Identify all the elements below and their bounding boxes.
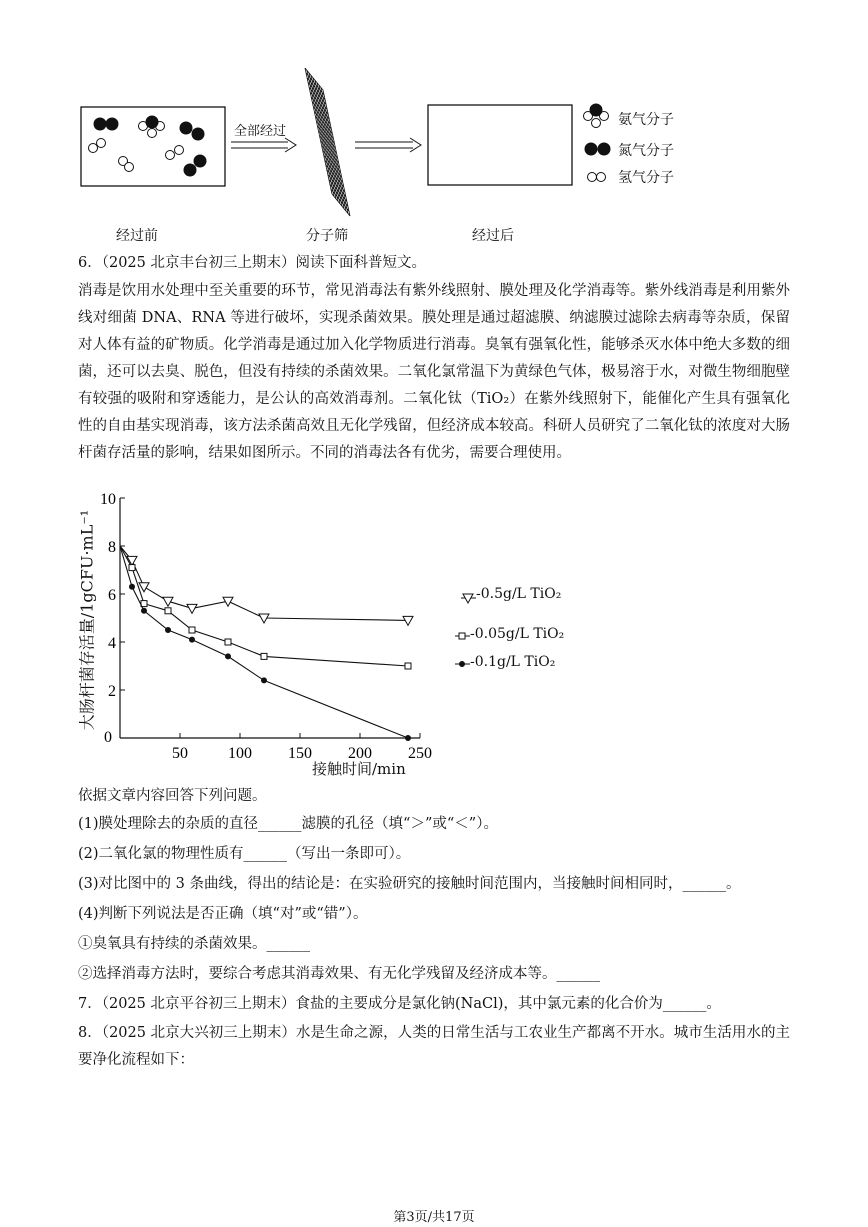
ammonia-molecule <box>139 116 165 138</box>
question-6-2: (2)二氧化氯的物理性质有______（写出一条即可）。 <box>78 846 411 862</box>
origin-label: 0 <box>104 729 112 746</box>
series-line-3 <box>120 546 408 738</box>
question-6-passage: 消毒是饮用水处理中至关重要的环节，常见消毒法有紫外线照射、膜处理及化学消毒等。紫外线消毒是利用紫外线对细菌 DNA、RNA 等进行破坏，实现杀菌效果。膜处理是通过超滤膜、纳滤膜过滤除去病毒等杂质，保留对人体有益的矿物质。化学消毒是通过加入化学物质进行消毒。臭氧有强氧化性，能够杀灭水体中绝大多数的细菌，还可以去臭、脱色，但没有持续的杀菌效果。二氧化氯常温下为黄绿色气体，极易溶于水，对微生物细胞壁有较强的吸附和穿透能力，是公认的高效消毒剂。二氧化钛（TiO₂）在紫外线照射下，能催化产生具有强氧化性的自由基实现消毒，该方法杀菌高效且无化学残留，但经济成本较高。科研人员研究了二氧化钛的浓度对大肠杆菌存活量的影响，结果如图所示。不同的消毒法各有优劣，需要合理使用。 <box>78 283 790 461</box>
legend-nitrogen-icon <box>585 143 611 156</box>
after-box <box>428 105 572 185</box>
series-line-2 <box>120 546 408 666</box>
page-footer: 第3页/共17页 <box>393 1210 475 1225</box>
legend-series-1: -0.5g/L TiO₂ <box>476 586 562 602</box>
data-point <box>165 627 171 633</box>
data-point <box>187 604 197 613</box>
x-axis-label: 接触时间/min <box>312 760 406 778</box>
x-tick-label: 100 <box>228 745 252 762</box>
data-point <box>129 584 135 590</box>
y-tick-label: 2 <box>108 683 116 700</box>
data-point <box>129 565 135 571</box>
y-axis-label: 大肠杆菌存活量/1gCFU·mL⁻¹ <box>77 509 97 731</box>
data-point <box>165 608 171 614</box>
data-point <box>141 608 147 614</box>
question-6-4: (4)判断下列说法是否正确（填“对”或“错”）。 <box>78 906 368 922</box>
caption-after: 经过后 <box>472 228 514 244</box>
question-6-4-b: ②选择消毒方法时，要综合考虑其消毒效果、有无化学残留及经济成本等。______ <box>78 966 600 982</box>
x-tick-label: 150 <box>288 745 312 762</box>
legend-ammonia-icon <box>584 104 609 128</box>
data-point <box>261 677 267 683</box>
arrow-right-icon <box>231 138 296 152</box>
data-point <box>261 653 267 659</box>
question-7: 7．（2025 北京平谷初三上期末）食盐的主要成分是氯化钠(NaCl)，其中氯元素的化合价为______。 <box>78 996 721 1012</box>
x-tick-label: 200 <box>348 745 372 762</box>
sieve-grid <box>305 68 350 216</box>
legend-hydrogen-label: 氢气分子 <box>618 170 674 186</box>
legend-ammonia-label: 氨气分子 <box>618 112 674 128</box>
legend-series-2: -0.05g/L TiO₂ <box>470 626 565 642</box>
caption-sieve: 分子筛 <box>306 228 348 244</box>
y-tick-label: 4 <box>108 635 116 652</box>
question-6-intro: 依据文章内容回答下列问题。 <box>78 788 267 804</box>
legend-marker-2 <box>459 633 465 639</box>
caption-before: 经过前 <box>116 228 158 244</box>
data-point <box>405 735 411 741</box>
legend-nitrogen-label: 氮气分子 <box>618 143 674 159</box>
question-6-1: (1)膜处理除去的杂质的直径______滤膜的孔径（填“＞”或“＜”）。 <box>78 816 498 832</box>
legend-series-3: -0.1g/L TiO₂ <box>470 654 556 670</box>
legend-marker-3 <box>459 661 465 667</box>
y-tick-label: 8 <box>108 539 116 556</box>
legend-hydrogen-icon <box>588 173 606 182</box>
question-6-4-a: ①臭氧具有持续的杀菌效果。______ <box>78 936 310 952</box>
data-point <box>189 637 195 643</box>
y-tick-label: 10 <box>100 491 116 508</box>
data-point <box>225 639 231 645</box>
data-point <box>403 616 413 625</box>
data-point <box>405 663 411 669</box>
data-point <box>225 653 231 659</box>
x-tick-label: 250 <box>408 745 432 762</box>
arrow-label: 全部经过 <box>234 124 287 139</box>
data-point <box>189 627 195 633</box>
arrow-right-icon <box>355 138 421 152</box>
question-8: 8．（2025 北京大兴初三上期末）水是生命之源，人类的日常生活与工农业生产都离不开水。城市生活用水的主要净化流程如下： <box>78 1025 790 1068</box>
x-tick-label: 50 <box>172 745 188 762</box>
question-6-header: 6．（2025 北京丰台初三上期末）阅读下面科普短文。 <box>78 255 426 271</box>
hydrogen-molecules <box>89 139 184 172</box>
y-tick-label: 6 <box>108 587 116 604</box>
data-point <box>139 583 149 592</box>
question-6-3: (3)对比图中的 3 条曲线，得出的结论是：在实验研究的接触时间范围内，当接触时间相同时，______。 <box>78 876 741 892</box>
